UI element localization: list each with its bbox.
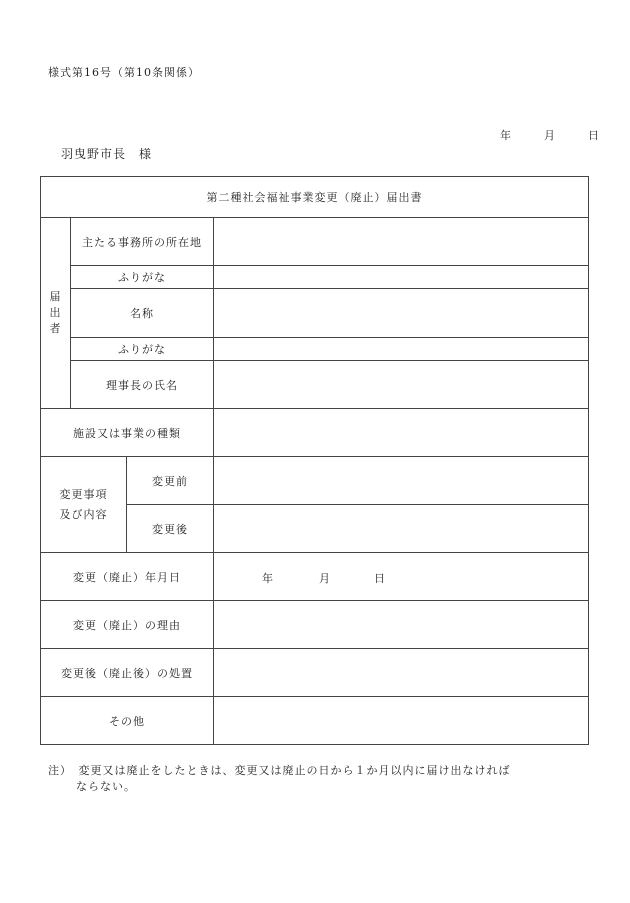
- after-change-field[interactable]: [214, 505, 589, 553]
- change-date-month: 月: [319, 571, 331, 585]
- change-items-label: 変更事項 及び内容: [41, 457, 127, 553]
- change-reason-label: 変更（廃止）の理由: [41, 601, 214, 649]
- name-label: 名称: [71, 289, 214, 338]
- facility-type-label: 施設又は事業の種類: [41, 409, 214, 457]
- office-location-field[interactable]: [214, 218, 589, 266]
- note: [48, 763, 593, 795]
- submission-date: [500, 127, 599, 143]
- note-line-2: ならない。: [76, 780, 136, 793]
- notification-form-table: [40, 176, 589, 745]
- date-day-label: 日: [588, 129, 599, 142]
- before-change-label: 変更前: [127, 457, 214, 505]
- furigana-label: ふりがな: [71, 338, 214, 361]
- office-location-label: 主たる事務所の所在地: [71, 218, 214, 266]
- disposition-field[interactable]: [214, 649, 589, 697]
- change-date-label: 変更（廃止）年月日: [41, 553, 214, 601]
- form-number: 様式第16号（第10条関係）: [48, 66, 200, 79]
- furigana-director-field[interactable]: [214, 338, 589, 361]
- furigana-label: ふりがな: [71, 266, 214, 289]
- change-date-year: 年: [262, 571, 274, 585]
- after-change-label: 変更後: [127, 505, 214, 553]
- director-name-field[interactable]: [214, 361, 589, 409]
- before-change-field[interactable]: [214, 457, 589, 505]
- date-year-label: 年: [500, 129, 511, 142]
- note-line-1: 注） 変更又は廃止をしたときは、変更又は廃止の日から１か月以内に届け出なければ: [48, 764, 511, 777]
- change-reason-field[interactable]: [214, 601, 589, 649]
- other-field[interactable]: [214, 697, 589, 745]
- addressee: 羽曳野市長 様: [61, 147, 153, 161]
- change-date-day: 日: [374, 571, 386, 585]
- name-field[interactable]: [214, 289, 589, 338]
- change-date-field[interactable]: [214, 553, 589, 601]
- disposition-label: 変更後（廃止後）の処置: [41, 649, 214, 697]
- notifier-label: 届 出 者: [41, 218, 71, 409]
- other-label: その他: [41, 697, 214, 745]
- date-month-label: 月: [544, 129, 555, 142]
- facility-type-field[interactable]: [214, 409, 589, 457]
- form-title: 第二種社会福祉事業変更（廃止）届出書: [41, 177, 589, 218]
- director-name-label: 理事長の氏名: [71, 361, 214, 409]
- furigana-name-field[interactable]: [214, 266, 589, 289]
